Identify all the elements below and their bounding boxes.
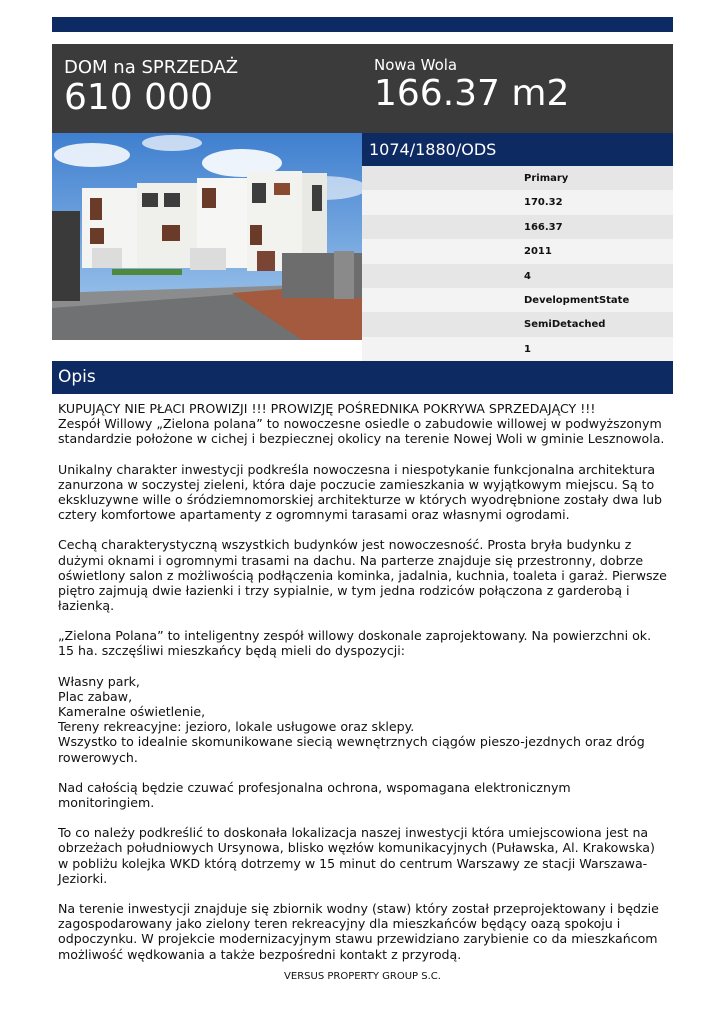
reference-number: 1074/1880/ODS (369, 140, 497, 159)
listing-location: Nowa Wola (374, 56, 458, 74)
description-line: Unikalny charakter inwestycji podkreśla nowoczesna i niespotykanie funkcjonalna architektura zanurzona w soczystej zieleni, która daje poczucie zamieszkania w wyjątkowym miejscu. Są to ekskluzywne wille o śródziemnomorskiej architekturze w których wyodrębnione zostały dwa lub cztery komfortowe apartamenty z ogromnymi tarasami oraz własnymi ogrodami. (58, 461, 663, 523)
spec-row (362, 190, 673, 214)
description-header (52, 361, 673, 394)
spec-value: SemiDetached (524, 319, 606, 331)
spec-row (362, 264, 673, 288)
reference-bar (362, 133, 673, 166)
description-paragraph (58, 462, 668, 523)
description-line: KUPUJĄCY NIE PŁACI PROWIZJI !!! PROWIZJĘ POŚREDNIKA POKRYWA SPRZEDAJĄCY !!! (58, 401, 596, 416)
description-line: To co należy podkreślić to doskonała lokalizacja naszej inwestycji która umiejscowiona jest na obrzeżach południowych Ursynowa, blisko węzłów komunikacyjnych (Puławska, Al. Krakowska) w pobliżu kolejka WKD którą dotrzemy w 15 minut do centrum Warszawy ze stacji Warszawa-Jeziorki. (58, 825, 655, 886)
description-line: Na terenie inwestycji znajduje się zbiornik wodny (staw) który został przeprojektowany i będzie zagospodarowany jako zielony teren rekreacyjny dla mieszkańców będący oazą spokoju i odpoczynku. W projekcie modernizacyjnym stawu przewidziano zarybienie co da mieszkańcom możliwość wędkowania a także bezpośredni kontakt z przyrodą. (58, 901, 659, 962)
spec-value: 2011 (524, 246, 552, 258)
spec-value: 170.32 (524, 197, 563, 209)
specs-table (362, 166, 673, 361)
spec-row (362, 337, 673, 361)
description-line: Cechą charakterystyczną wszystkich budynków jest nowoczesność. Prosta bryła budynku z dużymi oknami i ogromnymi trasami na dachu. Na parterze znajduje się przestronny, dobrze oświetlony salon z możliwością podłączenia kominka, jadalnia, kuchnia, toaleta i garaż. Pierwsze piętro zajmują dwie łazienki i trzy sypialnie, w tym jedna rodziców połączona z garderobą i łazienką. (58, 537, 667, 613)
spec-value: DevelopmentState (524, 294, 630, 306)
spec-value: Primary (524, 173, 569, 184)
property-photo (52, 133, 362, 340)
listing-area: 166.37 m2 (374, 73, 570, 114)
listing-header (52, 44, 673, 133)
description-paragraph (58, 628, 668, 658)
spec-row (362, 239, 673, 263)
listing-price: 610 000 (64, 77, 213, 118)
description-paragraph (58, 401, 668, 446)
amenity-item: Tereny rekreacyjne: jezioro, lokale usługowe oraz sklepy. (58, 719, 415, 735)
spec-row (362, 312, 673, 336)
description-line: „Zielona Polana” to inteligentny zespół willowy doskonale zaprojektowany. Na powierzchni ok. 15 ha. szczęśliwi mieszkańcy będą mieli do dyspozycji: (58, 628, 652, 659)
spec-row (362, 166, 673, 190)
amenity-item: Własny park, (58, 673, 140, 689)
description-paragraph (58, 537, 668, 613)
description-body (58, 401, 668, 977)
amenity-item: Plac zabaw, (58, 688, 133, 704)
spec-value: 1 (524, 343, 531, 355)
footer-company: VERSUS PROPERTY GROUP S.C. (284, 971, 441, 982)
description-paragraph (58, 780, 668, 810)
description-paragraph (58, 674, 668, 765)
top-accent-bar (52, 17, 673, 32)
description-title: Opis (58, 367, 96, 387)
description-line: Nad całością będzie czuwać profesjonalna ochrona, wspomagana elektronicznym monitoringiem. (58, 779, 571, 810)
listing-type: DOM na SPRZEDAŻ (64, 57, 239, 78)
description-paragraph (58, 901, 668, 962)
spec-value: 4 (524, 270, 531, 282)
spec-value: 166.37 (524, 221, 563, 233)
description-paragraph (58, 825, 668, 886)
description-line: Wszystko to idealnie skomunikowane siecią wewnętrznych ciągów pieszo-jezdnych oraz dróg rowerowych. (58, 734, 645, 765)
amenity-item: Kameralne oświetlenie, (58, 704, 206, 720)
spec-row (362, 215, 673, 239)
description-line: Zespół Willowy „Zielona polana” to nowoczesne osiedle o zabudowie willowej w podwyższonym standardzie położone w cichej i bezpiecznej okolicy na terenie Nowej Woli w gminie Lesznowola. (58, 416, 665, 447)
spec-row (362, 288, 673, 312)
